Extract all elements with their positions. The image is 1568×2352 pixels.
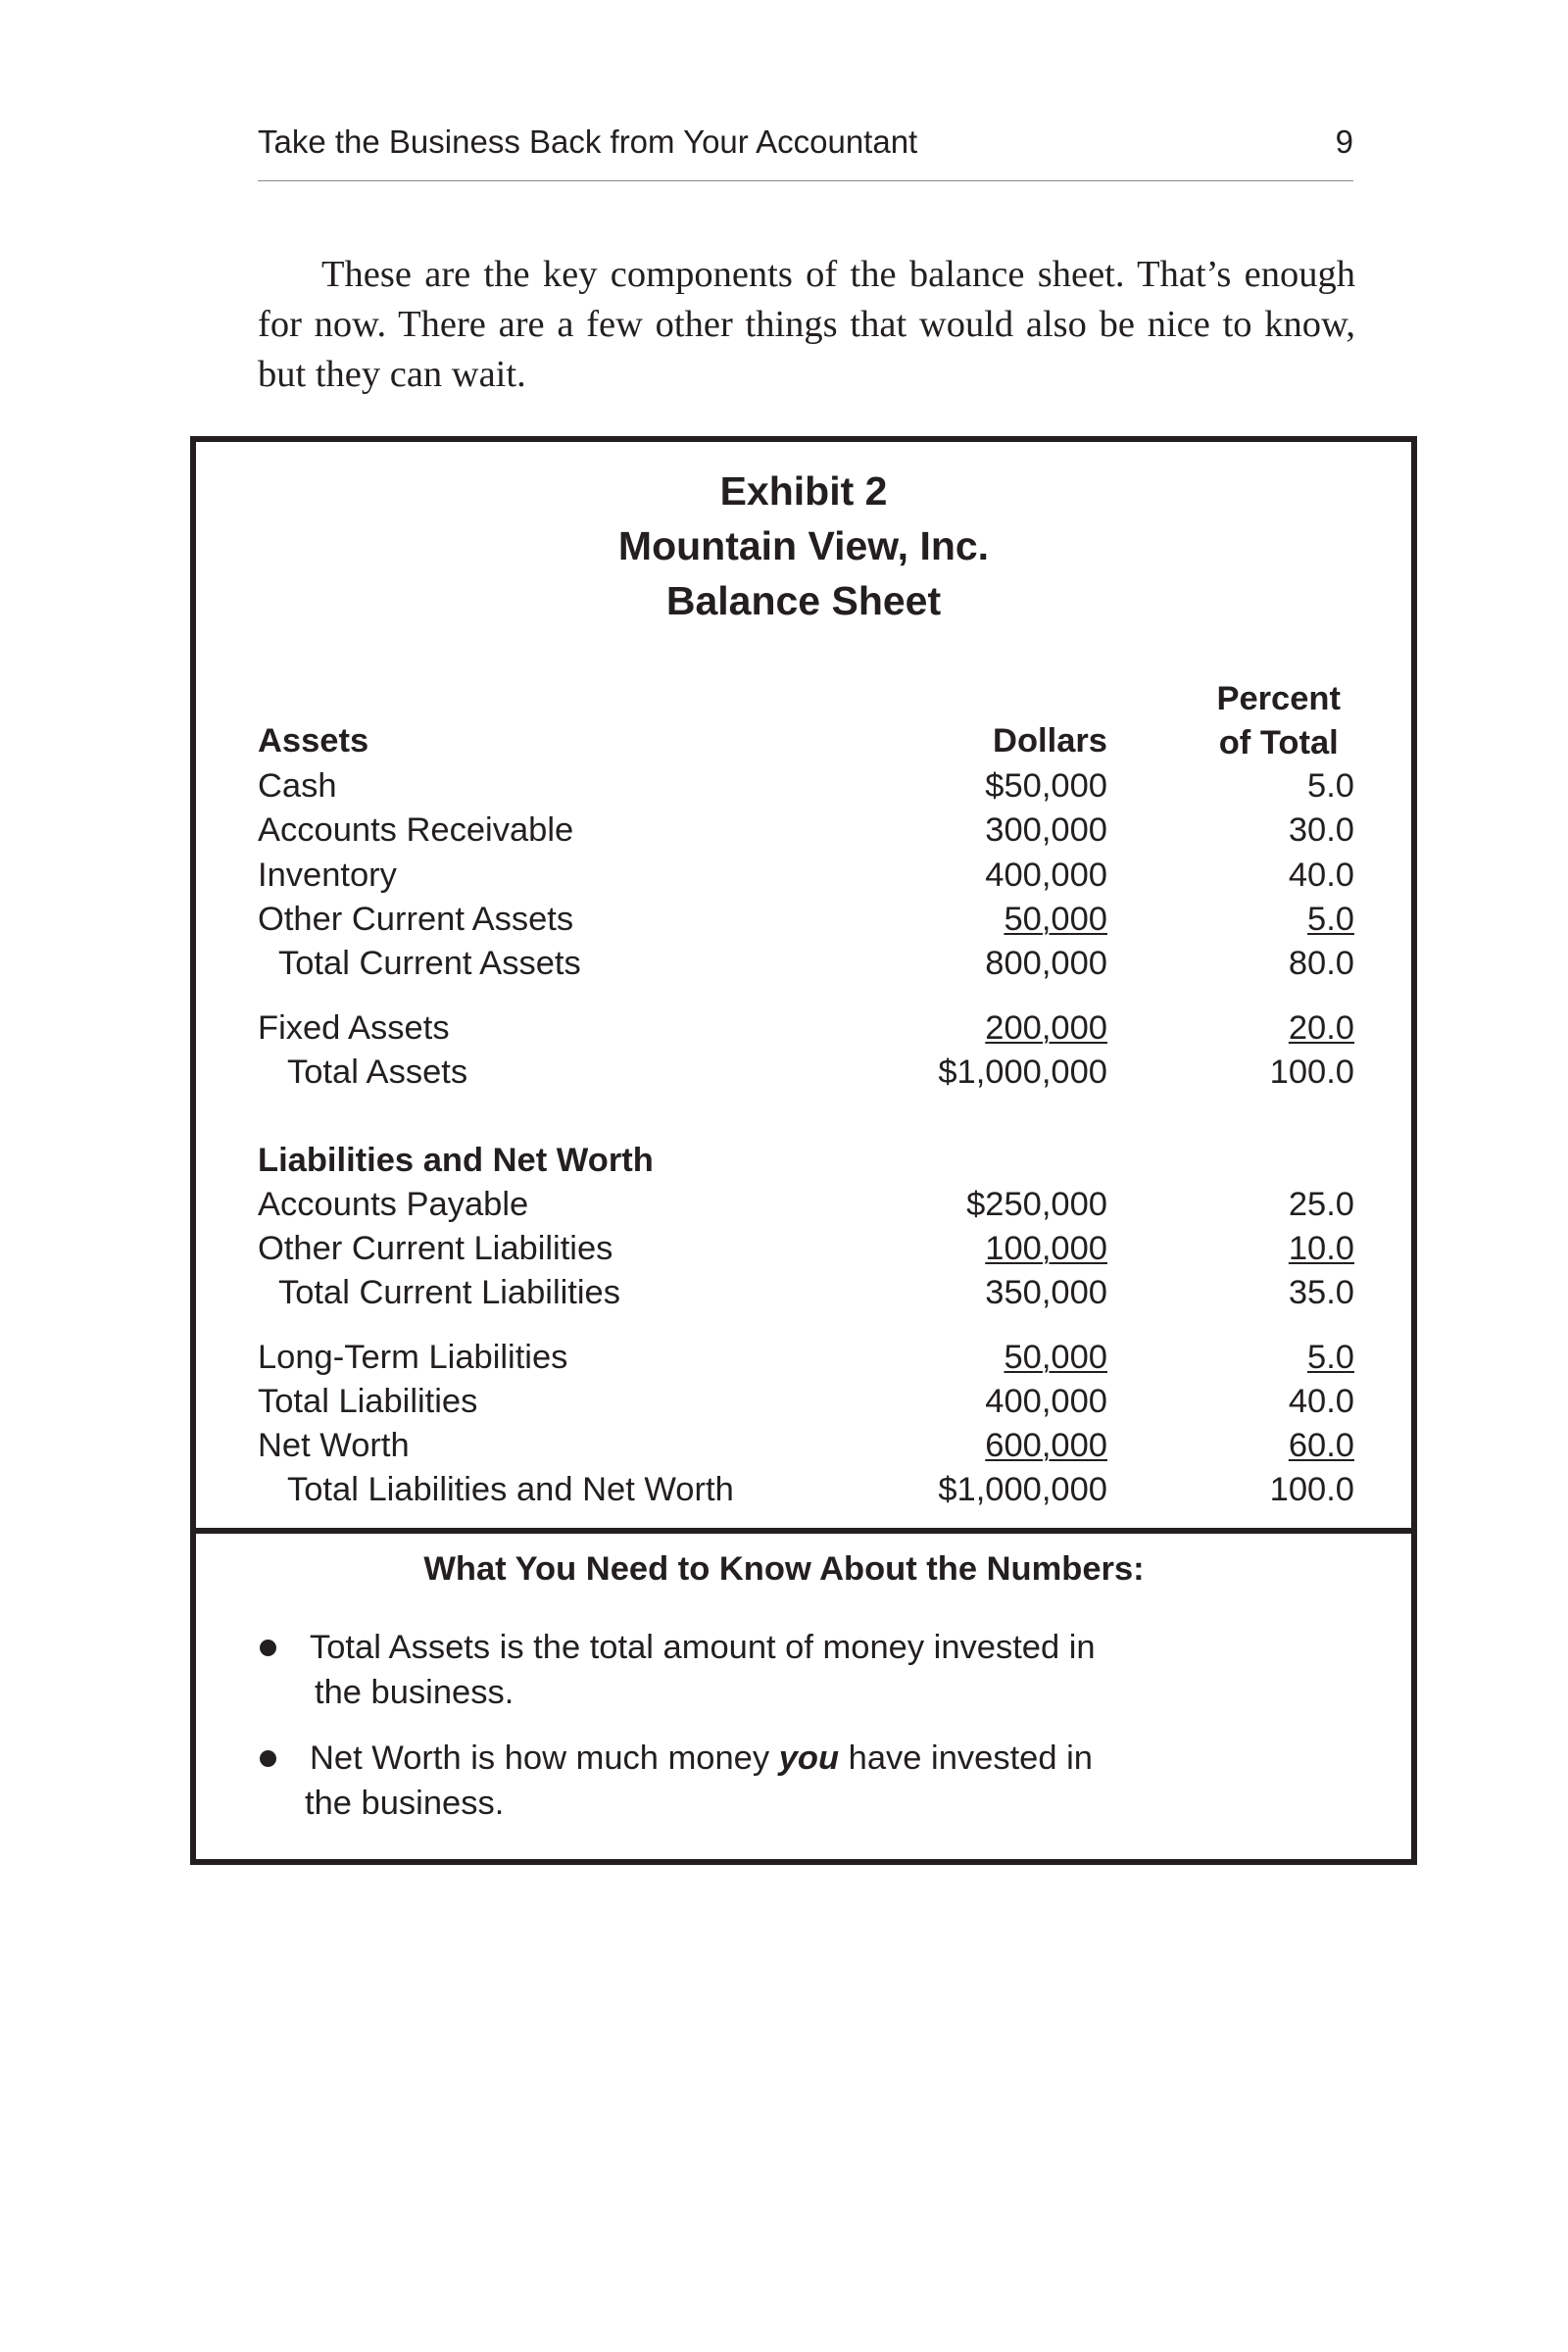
note-line-2: the business.: [305, 1785, 505, 1822]
table-row: [196, 1380, 1411, 1423]
table-row: [196, 1227, 1411, 1270]
row-dollars: $50,000: [985, 767, 1107, 805]
row-label: Cash: [258, 767, 337, 805]
row-percent: 30.0: [1288, 811, 1354, 849]
subtotal-row: [196, 942, 1411, 985]
note-emphasis: you: [778, 1740, 840, 1777]
table-row: [196, 808, 1411, 852]
row-label: Accounts Receivable: [258, 811, 574, 849]
row-dollars: 600,000: [985, 1427, 1107, 1464]
exhibit-number: Exhibit 2: [719, 468, 888, 514]
intro-paragraph: [258, 250, 1355, 400]
row-percent: 35.0: [1288, 1274, 1354, 1311]
row-label: Total Current Assets: [278, 945, 581, 982]
intro-text: These are the key components of the balance sheet. That’s enough for now. There are a few other things that would also be nice to know, but they can wait.: [258, 254, 1355, 395]
row-label: Total Liabilities: [258, 1383, 478, 1420]
bullet-icon: [260, 1750, 276, 1767]
row-percent: 100.0: [1269, 1471, 1354, 1508]
notes-heading: What You Need to Know About the Numbers:: [423, 1550, 1145, 1588]
table-row: [196, 898, 1411, 941]
percent-header-line1: Percent: [1216, 680, 1341, 717]
row-label: Fixed Assets: [258, 1009, 450, 1047]
row-percent: 5.0: [1307, 767, 1354, 805]
page-number: 9: [1335, 123, 1353, 160]
total-row: [196, 1051, 1411, 1094]
table-row: [196, 764, 1411, 808]
row-label: Total Liabilities and Net Worth: [287, 1471, 734, 1508]
table-row: [196, 1183, 1411, 1226]
row-dollars: 50,000: [1004, 901, 1107, 938]
row-label: Other Current Assets: [258, 901, 574, 938]
row-dollars: 200,000: [985, 1009, 1107, 1047]
row-dollars: $1,000,000: [938, 1054, 1107, 1091]
row-dollars: 350,000: [985, 1274, 1107, 1311]
note-text-before: Net Worth is how much money: [310, 1740, 779, 1777]
bullet-icon: [260, 1640, 276, 1656]
row-percent: 40.0: [1288, 1383, 1354, 1420]
book-title: Take the Business Back from Your Accountant: [258, 123, 918, 160]
liabilities-header: Liabilities and Net Worth: [258, 1142, 654, 1179]
row-dollars: 400,000: [985, 857, 1107, 894]
note-line-1: [310, 1736, 1192, 1781]
row-dollars: 300,000: [985, 811, 1107, 849]
table-row: [196, 1424, 1411, 1467]
row-percent: 40.0: [1288, 857, 1354, 894]
row-dollars: 50,000: [1004, 1339, 1107, 1376]
row-dollars: 800,000: [985, 945, 1107, 982]
row-label: Total Assets: [287, 1054, 468, 1091]
row-label: Total Current Liabilities: [278, 1274, 620, 1311]
row-dollars: $1,000,000: [938, 1471, 1107, 1508]
row-percent: 5.0: [1307, 901, 1354, 938]
exhibit-balance-sheet: [190, 436, 1417, 1534]
row-percent: 100.0: [1269, 1054, 1354, 1091]
notes-box: [190, 1529, 1417, 1865]
note-text-after: have invested in: [839, 1740, 1093, 1777]
row-label: Inventory: [258, 857, 397, 894]
table-row: [196, 1336, 1411, 1379]
subtotal-row: [196, 1271, 1411, 1314]
row-label: Long-Term Liabilities: [258, 1339, 568, 1376]
company-name: Mountain View, Inc.: [617, 523, 990, 568]
row-percent: 80.0: [1288, 945, 1354, 982]
row-percent: 10.0: [1288, 1230, 1354, 1267]
exhibit-heading: [196, 464, 1411, 628]
dollars-column-header: Dollars: [993, 722, 1107, 760]
note-line-2: the business.: [315, 1674, 514, 1711]
statement-title: Balance Sheet: [665, 578, 942, 623]
liabilities-header-row: [196, 1139, 1411, 1182]
row-dollars: 400,000: [985, 1383, 1107, 1420]
note-line-1: Total Assets is the total amount of money invested in: [310, 1629, 1096, 1666]
table-row: [196, 854, 1411, 897]
table-row: [196, 1006, 1411, 1050]
running-head: [258, 123, 1353, 181]
row-percent: 5.0: [1307, 1339, 1354, 1376]
row-label: Other Current Liabilities: [258, 1230, 613, 1267]
row-label: Net Worth: [258, 1427, 410, 1464]
row-percent: 25.0: [1288, 1186, 1354, 1223]
percent-header-line2: of Total: [1218, 724, 1339, 761]
row-dollars: $250,000: [966, 1186, 1107, 1223]
row-dollars: 100,000: [985, 1230, 1107, 1267]
row-percent: 60.0: [1288, 1427, 1354, 1464]
total-row: [196, 1468, 1411, 1511]
assets-header: Assets: [258, 722, 369, 760]
row-percent: 20.0: [1288, 1009, 1354, 1047]
assets-header-row: [196, 719, 1411, 762]
row-label: Accounts Payable: [258, 1186, 529, 1223]
